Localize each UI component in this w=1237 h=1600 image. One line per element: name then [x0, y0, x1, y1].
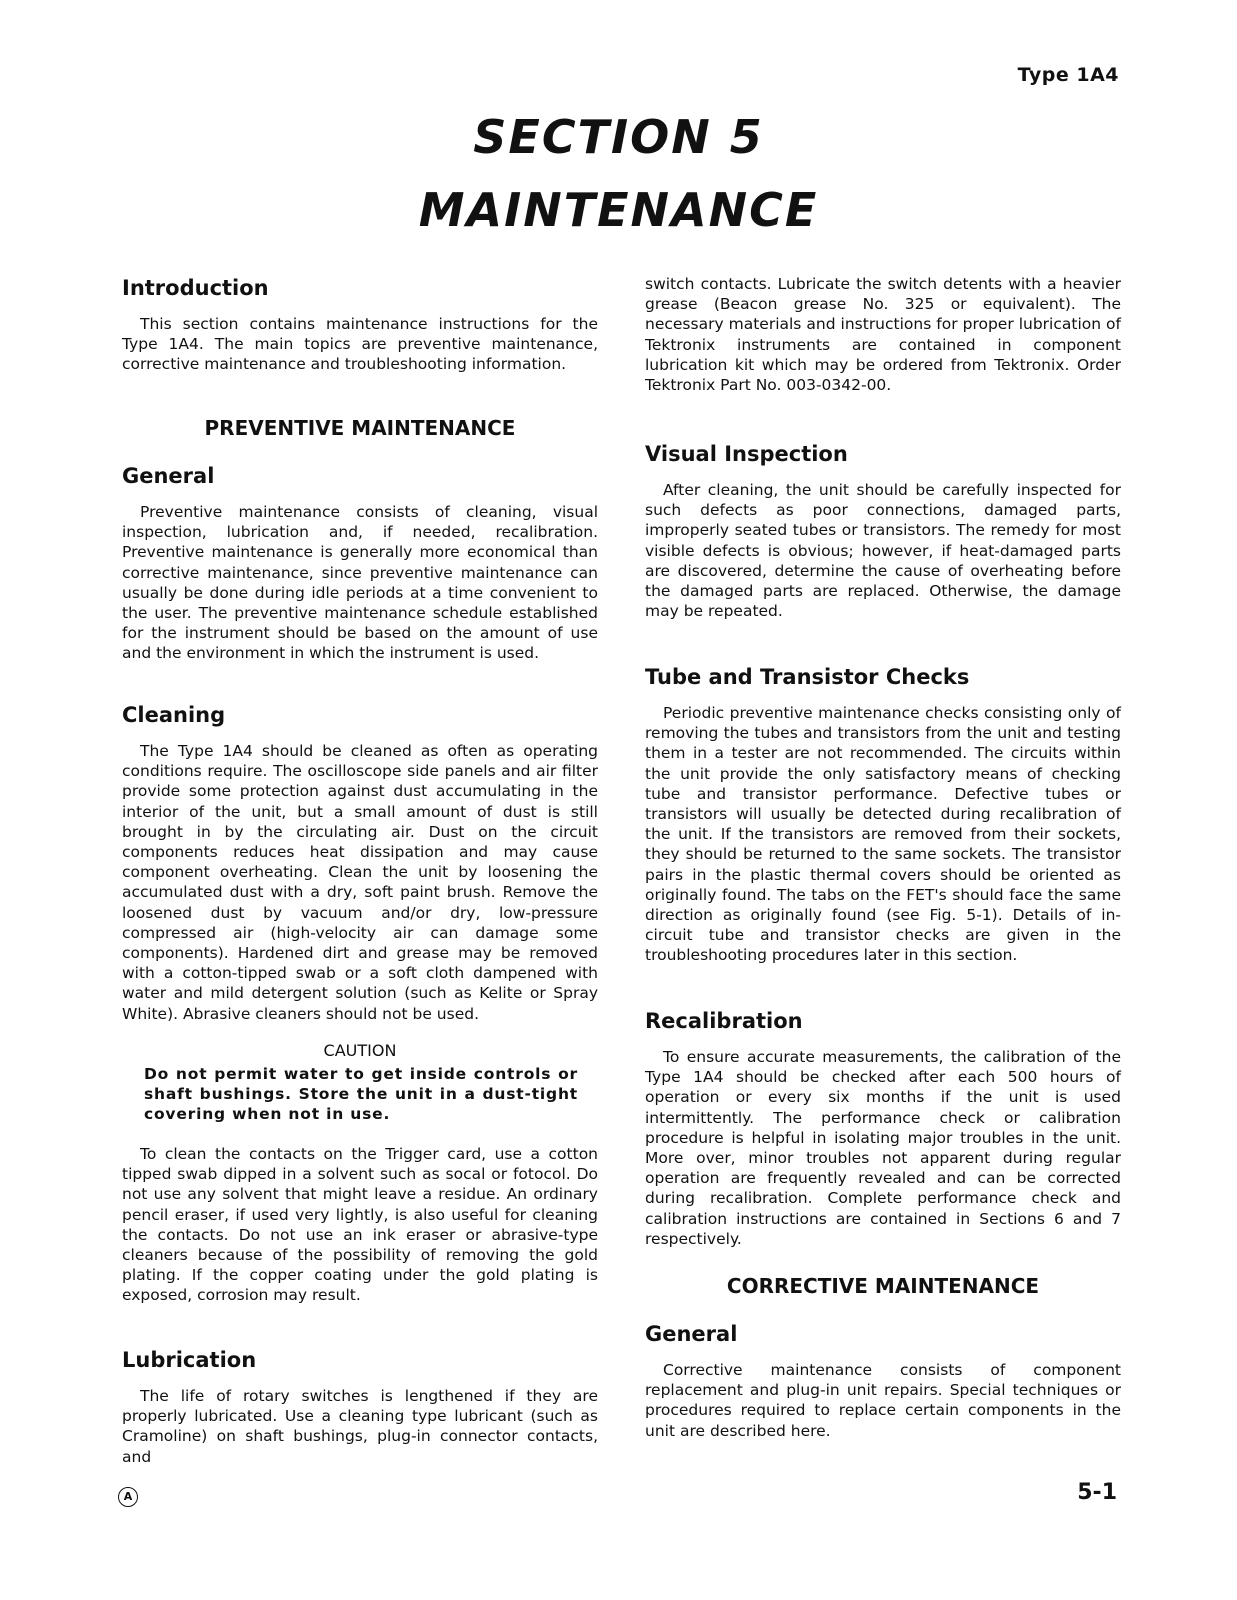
recalibration-heading: Recalibration: [645, 1009, 803, 1033]
revision-mark-icon: A: [118, 1487, 138, 1507]
section-number-title: SECTION 5: [473, 110, 764, 164]
general-heading: General: [122, 464, 215, 488]
corrective-general-block: [645, 1322, 1121, 1441]
corrective-general-heading: General: [645, 1322, 738, 1346]
tube-transistor-text: Periodic preventive maintenance checks consisting only of removing the tubes and transistors from the unit and testing them in a tester are not recommended. The circuits within the unit provide the only satisfactory means of checking tube and transistor performance. Defective tubes or transistors will usually be detected during recalibration of the unit. If the transistors are removed from their sockets, they should be returned to the same sockets. The transistor pairs in the plastic thermal covers should be oriented as originally found. The tabs on the FET's should face the same direction as originally found (see Fig. 5-1). Details of in-circuit tube and transistor checks are given in the troubleshooting procedures later in this section.: [645, 704, 1121, 965]
page-number: 5-1: [1077, 1480, 1117, 1505]
visual-inspection-heading: Visual Inspection: [645, 442, 848, 466]
corrective-block: [645, 1274, 1121, 1298]
visual-inspection-block: [645, 442, 1121, 621]
document-type-label: Type 1A4: [1017, 64, 1119, 86]
lubrication-continued-block: [645, 274, 1121, 395]
lubrication-continued-text: switch contacts. Lubricate the switch detents with a heavier grease (Beacon grease No. 325 or equivalent). The necessary materials and instructions for proper lubrication of Tektronix instruments are contained in component lubrication kit which may be ordered from Tektronix. Order Tektronix Part No. 003-0342-00.: [645, 275, 1121, 395]
caution-title: CAUTION: [323, 1041, 397, 1060]
section-name-title: MAINTENANCE: [418, 183, 819, 237]
lubrication-text: The life of rotary switches is lengthened if they are properly lubricated. Use a cleaning type lubricant (such as Cramoline) on shaft bushings, plug-in connector contacts, and: [122, 1387, 598, 1466]
caution-text: Do not permit water to get inside controls or shaft bushings. Store the unit in a dust-tight covering when not in use.: [144, 1065, 578, 1124]
visual-inspection-text: After cleaning, the unit should be carefully inspected for such defects as poor connections, damaged parts, improperly seated tubes or transistors. The remedy for most visible defects is obvious; however, if heat-damaged parts are discovered, determine the cause of overheating before the damaged parts are replaced. Otherwise, the damage may be repeated.: [645, 481, 1121, 621]
lubrication-block: [122, 1348, 598, 1467]
contacts-block: [122, 1144, 598, 1306]
corrective-maintenance-heading: CORRECTIVE MAINTENANCE: [726, 1274, 1040, 1298]
lubrication-heading: Lubrication: [122, 1348, 257, 1372]
cleaning-block: [122, 703, 598, 1024]
introduction-heading: Introduction: [122, 276, 269, 300]
recalibration-block: [645, 1009, 1121, 1249]
tube-transistor-heading: Tube and Transistor Checks: [645, 665, 970, 689]
introduction-text: This section contains maintenance instructions for the Type 1A4. The main topics are preventive maintenance, corrective maintenance and troubleshooting information.: [122, 315, 598, 374]
tube-transistor-block: [645, 665, 1121, 966]
contacts-cleaning-text: To clean the contacts on the Trigger card, use a cotton tipped swab dipped in a solvent such as socal or fotocol. Do not use any solvent that might leave a residue. An ordinary pencil eraser, if used very lightly, is also useful for cleaning the contacts. Do not use an ink eraser or abrasive-type cleaners because of the possibility of removing the gold plating. If the copper coating under the gold plating is exposed, corrosion may result.: [122, 1145, 598, 1305]
caution-block: [122, 1041, 598, 1125]
preventive-block: [122, 416, 598, 440]
preventive-maintenance-heading: PREVENTIVE MAINTENANCE: [204, 416, 516, 440]
cleaning-text: The Type 1A4 should be cleaned as often as operating conditions require. The oscilloscope side panels and air filter provide some protection against dust accumulating in the interior of the unit, but a small amount of dust is still brought in by the circulating air. Dust on the circuit components reduces heat dissipation and may cause component overheating. Clean the unit by loosening the accumulated dust with a dry, soft paint brush. Remove the loosened dust by vacuum and/or dry, low-pressure compressed air (high-velocity air can damage some components). Hardened dirt and grease may be removed with a cotton-tipped swab or a soft cloth dampened with water and mild detergent solution (such as Kelite or Spray White). Abrasive cleaners should not be used.: [122, 742, 598, 1023]
corrective-general-text: Corrective maintenance consists of component replacement and plug-in unit repairs. Special techniques or procedures required to replace certain components in the unit are described here.: [645, 1361, 1121, 1440]
recalibration-text: To ensure accurate measurements, the calibration of the Type 1A4 should be checked after each 500 hours of operation or every six months if the unit is used intermittently. The performance check or calibration procedure is helpful in isolating major troubles in the unit. More over, minor troubles not apparent during regular operation are frequently revealed and can be corrected during recalibration. Complete performance check and calibration instructions are contained in Sections 6 and 7 respectively.: [645, 1048, 1121, 1248]
general-block: [122, 464, 598, 664]
left-column: [122, 276, 598, 375]
cleaning-heading: Cleaning: [122, 703, 226, 727]
general-text: Preventive maintenance consists of cleaning, visual inspection, lubrication and, if needed, recalibration. Preventive maintenance is generally more economical than corrective maintenance, since preventive maintenance can usually be done during idle periods at a time convenient to the user. The preventive maintenance schedule established for the instrument should be based on the amount of use and the environment in which the instrument is used.: [122, 503, 598, 663]
